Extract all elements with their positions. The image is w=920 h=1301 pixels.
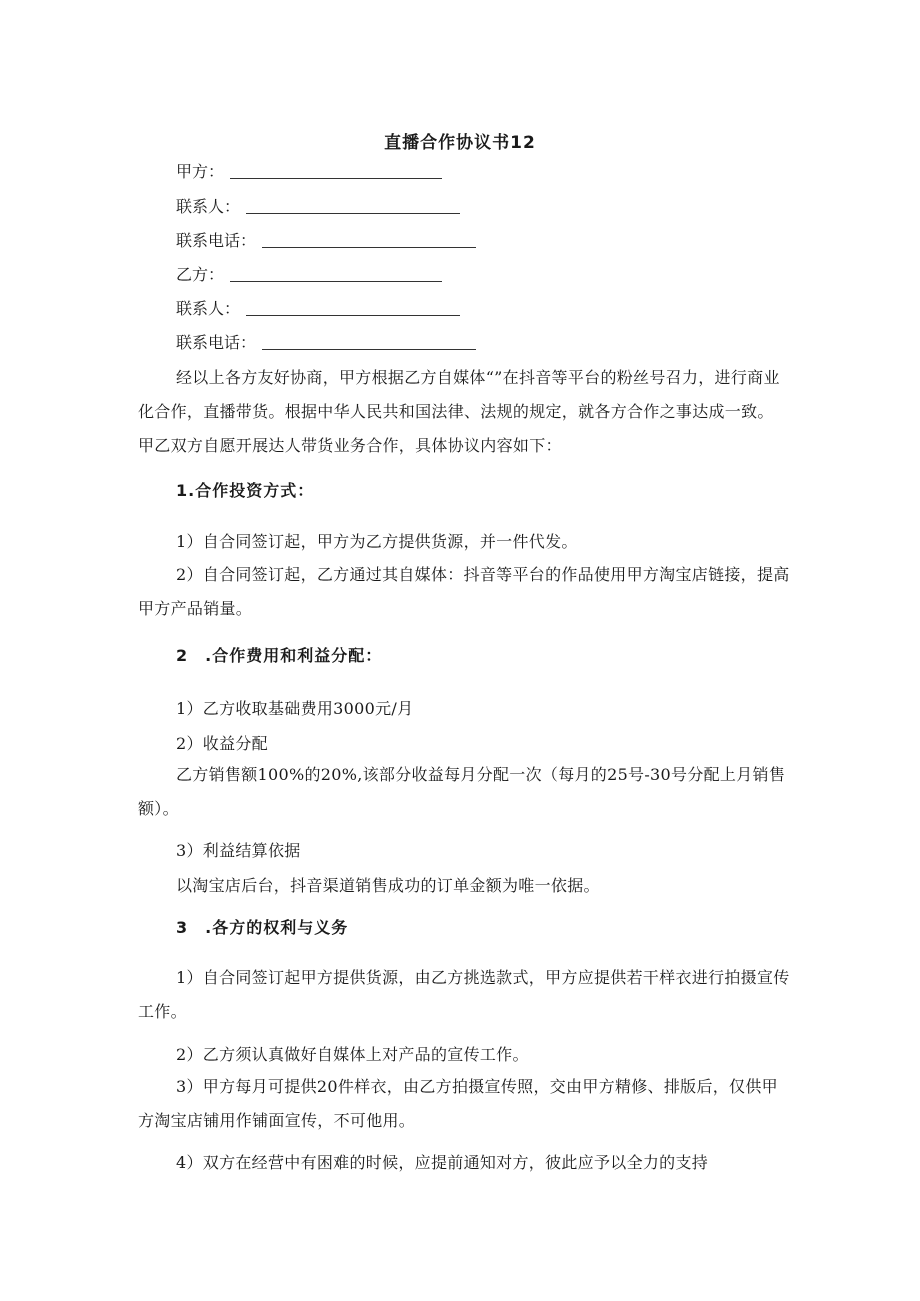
section3-item-2: 2）乙方须认真做好自媒体上对产品的宣传工作。 xyxy=(176,1045,529,1064)
section1-heading: 1.合作投资方式： xyxy=(176,481,315,500)
section3-heading: 3 .各方的权利与义务 xyxy=(176,918,349,937)
section2-item-3: 3）利益结算依据 xyxy=(176,841,301,860)
intro-paragraph: 经以上各方友好协商，甲方根据乙方自媒体“”在抖音等平台的粉丝号召力，进行商业化合作，直播带货。根据中华人民共和国法律、法规的规定，就各方合作之事达成一致。甲乙双方自愿开展达人带货业务合作，具体协议内容如下： xyxy=(138,368,780,455)
party-a-contact-line xyxy=(176,195,460,217)
document-title: 直播合作协议书12 xyxy=(384,133,536,153)
section2-heading: 2 .合作费用和利益分配： xyxy=(176,646,383,665)
party-a-name-line xyxy=(176,160,442,182)
section2-item-2-detail: 乙方销售额100%的20%,该部分收益每月分配一次（每月的25号-30号分配上月销售额）。 xyxy=(138,765,786,818)
section2-item-2: 2）收益分配 xyxy=(176,734,268,753)
section3-item-4: 4）双方在经营中有困难的时候，应提前通知对方，彼此应予以全力的支持 xyxy=(176,1153,709,1172)
party-a-phone-line xyxy=(176,229,476,251)
party-b-contact-line xyxy=(176,297,460,319)
section1-item-2: 2）自合同签订起，乙方通过其自媒体：抖音等平台的作品使用甲方淘宝店链接，提高甲方产品销量。 xyxy=(138,565,790,618)
section3-item-3: 3）甲方每月可提供20件样衣，由乙方拍摄宣传照，交由甲方精修、排版后，仅供甲方淘宝店铺用作铺面宣传，不可他用。 xyxy=(138,1077,778,1130)
party-a-phone-label: 联系电话： xyxy=(176,230,257,250)
party-a-contact-blank[interactable] xyxy=(246,199,460,214)
party-b-contact-label: 联系人： xyxy=(176,298,241,318)
section2-item-3-detail: 以淘宝店后台，抖音渠道销售成功的订单金额为唯一依据。 xyxy=(176,876,600,895)
party-b-contact-blank[interactable] xyxy=(246,301,460,316)
section2-item-1: 1）乙方收取基础费用3000元/月 xyxy=(176,699,414,718)
party-b-phone-blank[interactable] xyxy=(262,335,476,350)
party-a-contact-label: 联系人： xyxy=(176,196,241,216)
party-a-name-label: 甲方： xyxy=(176,161,225,181)
party-a-phone-blank[interactable] xyxy=(262,233,476,248)
party-b-phone-line xyxy=(176,331,476,353)
party-a-name-blank[interactable] xyxy=(230,164,442,179)
party-b-phone-label: 联系电话： xyxy=(176,332,257,352)
party-b-name-blank[interactable] xyxy=(230,267,442,282)
section1-item-1: 1）自合同签订起，甲方为乙方提供货源，并一件代发。 xyxy=(176,532,578,551)
section3-item-1: 1）自合同签订起甲方提供货源，由乙方挑选款式，甲方应提供若干样衣进行拍摄宣传工作。 xyxy=(138,968,790,1021)
party-b-name-line xyxy=(176,263,442,285)
party-b-name-label: 乙方： xyxy=(176,264,225,284)
